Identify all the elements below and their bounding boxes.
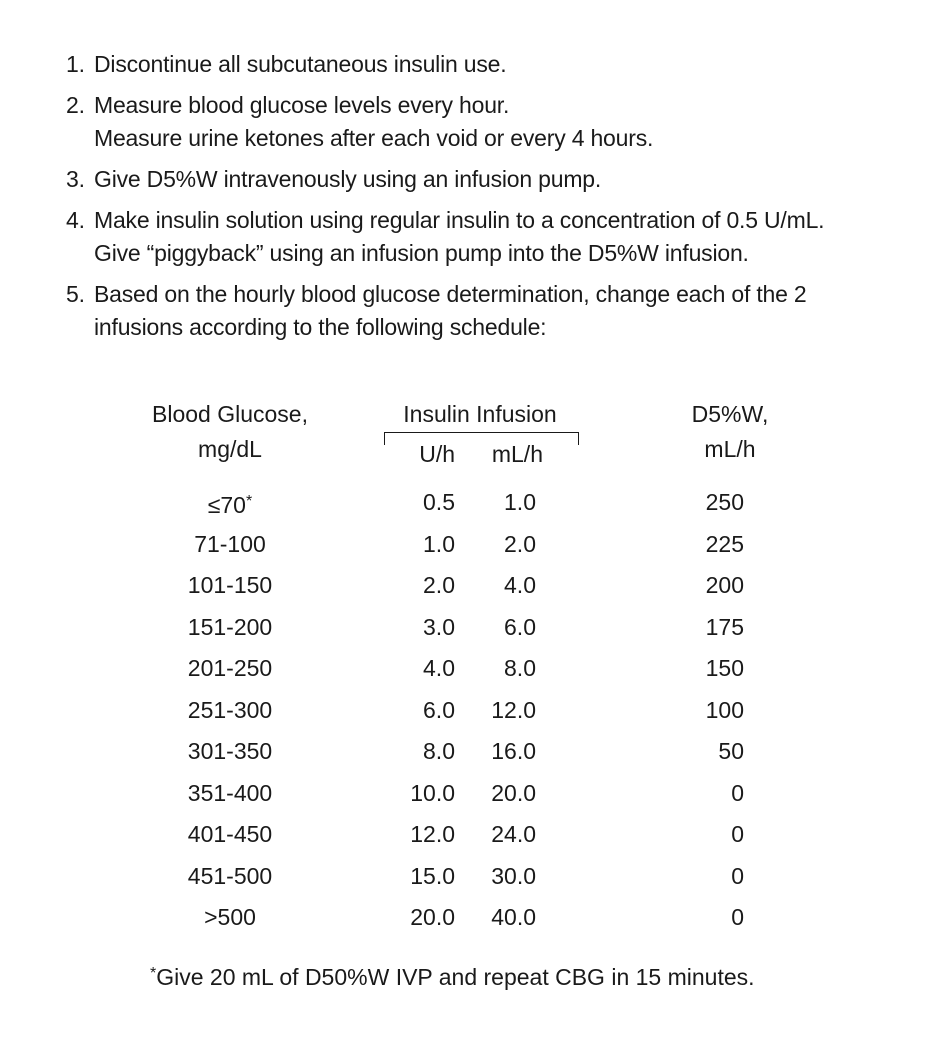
u-per-h-cell: 10.0 — [410, 779, 455, 806]
ml-per-h-cell: 24.0 — [491, 821, 536, 847]
step-line: Discontinue all subcutaneous insulin use. — [94, 51, 507, 77]
glucose-cell: 71-100 — [194, 530, 266, 557]
step-line: Measure blood glucose levels every hour. — [94, 92, 510, 118]
glucose-cell: 451-500 — [187, 862, 273, 889]
ml-per-h-cell: 4.0 — [504, 572, 536, 598]
d5w-cell: 200 — [705, 572, 744, 598]
header-blood-glucose-unit: mg/dL — [198, 436, 262, 462]
d5w-cell: 50 — [718, 738, 744, 764]
ml-per-h-cell: 12.0 — [491, 696, 536, 723]
table-row — [0, 862, 940, 904]
step-number: 2. — [66, 92, 85, 118]
step-text — [94, 163, 926, 196]
table-body — [0, 488, 940, 945]
ml-per-h-cell: 1.0 — [504, 489, 536, 515]
step-number: 4. — [66, 207, 85, 233]
instruction-step-2 — [66, 89, 926, 155]
d5w-cell: 0 — [731, 904, 744, 930]
step-line: Give “piggyback” using an infusion pump into the D5%W infusion. — [94, 240, 749, 266]
footnote — [150, 960, 755, 991]
glucose-cell — [150, 488, 310, 519]
d5w-cell: 0 — [731, 862, 744, 889]
footnote-text: Give 20 mL of D50%W IVP and repeat CBG in 15 minutes. — [156, 964, 755, 990]
step-number: 5. — [66, 281, 85, 307]
ml-per-h-cell: 8.0 — [504, 655, 536, 681]
table-row — [0, 696, 940, 738]
ml-per-h-cell: 2.0 — [504, 530, 536, 557]
header-insulin-infusion: Insulin Infusion — [403, 401, 557, 427]
u-per-h-cell: 3.0 — [423, 613, 455, 640]
step-number: 1. — [66, 51, 85, 77]
instruction-step-3 — [66, 163, 926, 196]
ml-per-h-cell: 16.0 — [491, 738, 536, 764]
ml-per-h-cell: 30.0 — [491, 862, 536, 889]
table-row — [0, 903, 940, 945]
u-per-h-cell: 0.5 — [423, 489, 455, 515]
glucose-cell: 401-450 — [187, 821, 273, 847]
u-per-h-cell: 8.0 — [423, 738, 455, 764]
table-row — [0, 820, 940, 862]
footnote-marker: * — [150, 965, 157, 982]
instruction-step-4 — [66, 204, 926, 270]
step-text — [94, 278, 926, 344]
d5w-cell: 150 — [705, 655, 744, 681]
ml-per-h-cell: 20.0 — [491, 779, 536, 806]
u-per-h-cell: 4.0 — [423, 655, 455, 681]
glucose-cell: 351-400 — [187, 779, 273, 806]
d5w-cell: 0 — [731, 821, 744, 847]
instruction-step-1 — [66, 48, 926, 81]
header-d5w-unit: mL/h — [704, 436, 756, 462]
step-text — [94, 204, 926, 270]
d5w-cell: 100 — [705, 696, 744, 723]
table-row — [0, 571, 940, 613]
table-row — [0, 737, 940, 779]
u-per-h-cell: 1.0 — [423, 530, 455, 557]
glucose-value: ≤70 — [207, 492, 246, 518]
step-line: Based on the hourly blood glucose determination, change each of the 2 — [94, 281, 807, 307]
header-blood-glucose: Blood Glucose, — [152, 401, 308, 427]
table-row — [0, 530, 940, 572]
u-per-h-cell: 20.0 — [410, 904, 455, 930]
table-row — [0, 654, 940, 696]
glucose-cell: 101-150 — [187, 572, 273, 598]
header-d5w: D5%W, — [691, 401, 769, 427]
step-number: 3. — [66, 166, 85, 192]
u-per-h-cell: 12.0 — [410, 821, 455, 847]
header-u-per-h: U/h — [419, 441, 455, 467]
table-row — [0, 779, 940, 821]
u-per-h-cell: 2.0 — [423, 572, 455, 598]
footnote-marker: * — [245, 493, 253, 510]
glucose-cell: 251-300 — [187, 696, 273, 723]
u-per-h-cell: 6.0 — [423, 696, 455, 723]
instruction-step-5 — [66, 278, 926, 344]
glucose-cell: >500 — [204, 904, 256, 930]
u-per-h-cell: 15.0 — [410, 862, 455, 889]
instruction-list — [66, 48, 926, 352]
d5w-cell: 250 — [705, 489, 744, 515]
header-ml-per-h: mL/h — [491, 441, 543, 467]
ml-per-h-cell: 6.0 — [504, 613, 536, 640]
step-line: Measure urine ketones after each void or every 4 hours. — [94, 125, 654, 151]
table-row — [0, 613, 940, 655]
step-text — [94, 48, 926, 81]
d5w-cell: 175 — [705, 613, 744, 640]
d5w-cell: 225 — [705, 530, 744, 557]
glucose-cell: 201-250 — [187, 655, 273, 681]
step-line: Give D5%W intravenously using an infusion pump. — [94, 166, 602, 192]
step-line: Make insulin solution using regular insulin to a concentration of 0.5 U/mL. — [94, 207, 825, 233]
d5w-cell: 0 — [731, 779, 744, 806]
glucose-cell: 151-200 — [187, 613, 273, 640]
step-text — [94, 89, 926, 155]
glucose-cell: 301-350 — [187, 738, 273, 764]
step-line: infusions according to the following schedule: — [94, 314, 547, 340]
ml-per-h-cell: 40.0 — [491, 904, 536, 930]
table-row — [0, 488, 940, 530]
